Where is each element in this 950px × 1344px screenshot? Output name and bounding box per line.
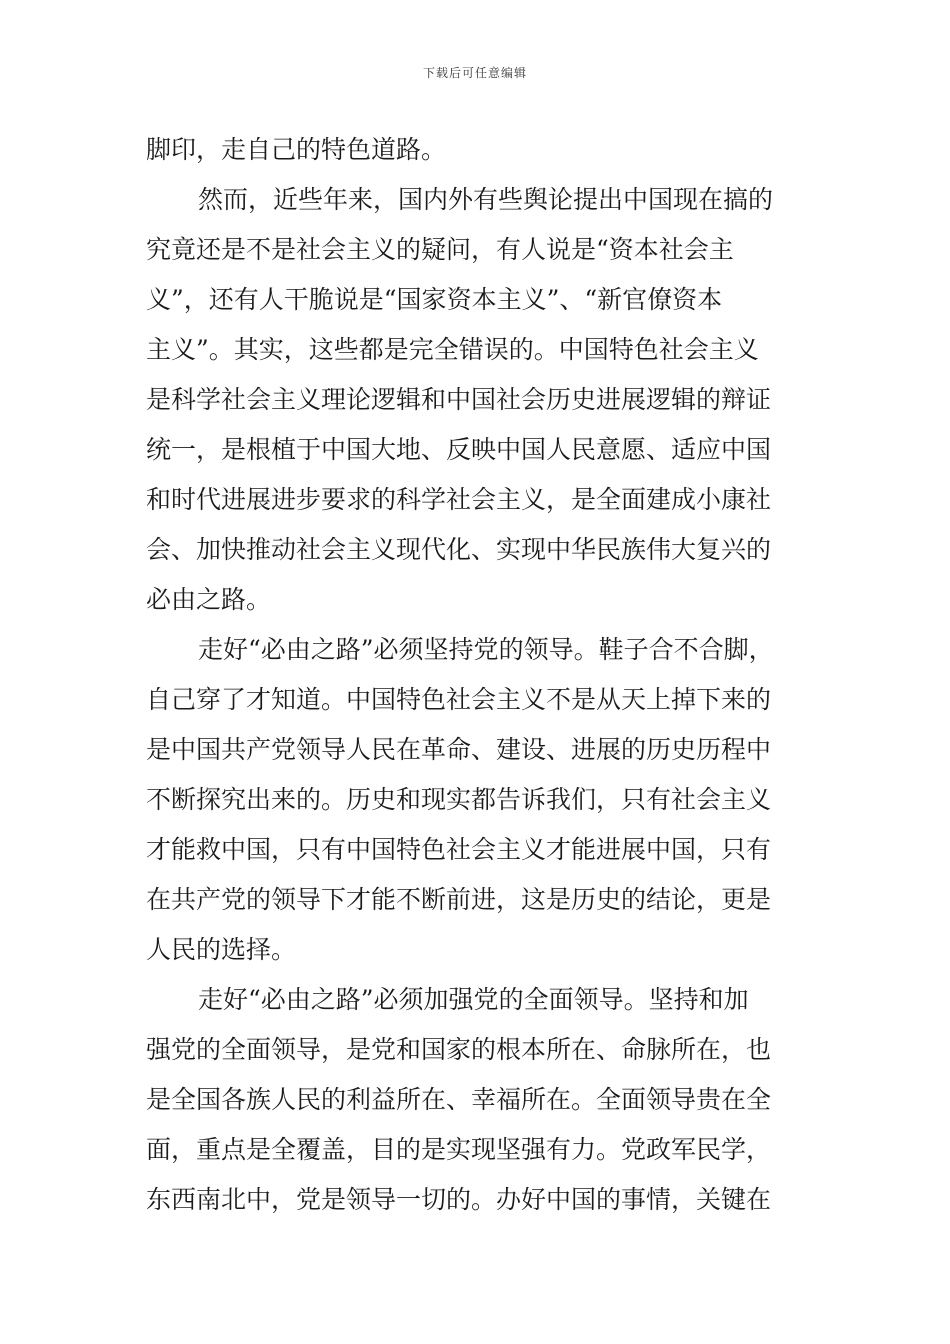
text-line: 统一，是根植于中国大地、反映中国人民意愿、适应中国 (146, 435, 772, 464)
text-line: 才能救中国，只有中国特色社会主义才能进展中国，只有 (146, 835, 772, 864)
text-line: 东西南北中，党是领导一切的。办好中国的事情，关键在 (146, 1185, 772, 1214)
document-body (146, 125, 810, 1225)
page-header: 下载后可任意编辑 (422, 66, 527, 80)
paragraph-first-line: 走好“必由之路”必须坚持党的领导。鞋子合不合脚， (198, 635, 774, 664)
text-line: 义”，还有人干脆说是“国家资本主义”、“新官僚资本 (146, 285, 723, 314)
text-line: 究竟还是不是社会主义的疑问，有人说是“资本社会主 (146, 235, 734, 264)
text-line: 是全国各族人民的利益所在、幸福所在。全面领导贵在全 (146, 1085, 772, 1114)
text-line: 必由之路。 (146, 585, 272, 614)
text-line: 强党的全面领导，是党和国家的根本所在、命脉所在，也 (146, 1035, 772, 1064)
text-line: 在共产党的领导下才能不断前进，这是历史的结论，更是 (146, 885, 772, 914)
text-line: 不断探究出来的。历史和现实都告诉我们，只有社会主义 (146, 785, 772, 814)
text-line: 是中国共产党领导人民在革命、建设、进展的历史历程中 (146, 735, 772, 764)
text-line: 人民的选择。 (146, 935, 297, 964)
text-line: 主义”。其实，这些都是完全错误的。中国特色社会主义 (146, 335, 759, 364)
paragraph-first-line: 然而，近些年来，国内外有些舆论提出中国现在搞的 (198, 185, 774, 214)
text-line: 自己穿了才知道。中国特色社会主义不是从天上掉下来的 (146, 685, 772, 714)
paragraph-first-line: 走好“必由之路”必须加强党的全面领导。坚持和加 (198, 985, 749, 1014)
text-line: 脚印，走自己的特色道路。 (146, 135, 447, 164)
text-line: 会、加快推动社会主义现代化、实现中华民族伟大复兴的 (146, 535, 772, 564)
text-line: 是科学社会主义理论逻辑和中国社会历史进展逻辑的辩证 (146, 385, 772, 414)
text-line: 面，重点是全覆盖，目的是实现坚强有力。党政军民学， (146, 1135, 772, 1164)
text-line: 和时代进展进步要求的科学社会主义，是全面建成小康社 (146, 485, 772, 514)
